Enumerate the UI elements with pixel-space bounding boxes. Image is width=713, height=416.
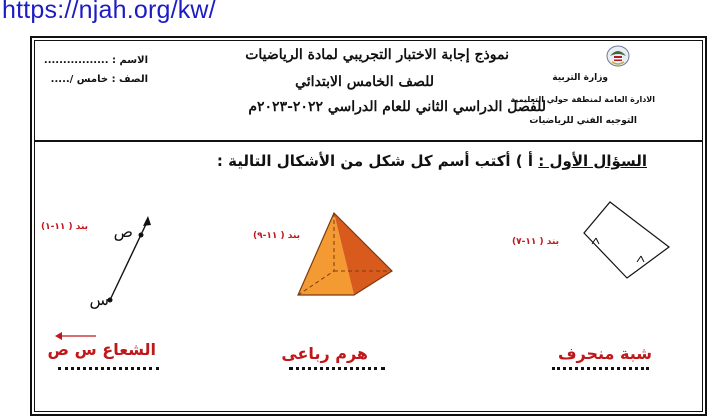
- answer-3: الشعاع س ص: [47, 340, 156, 359]
- shape-tag-1: بند ( ١١-٧): [511, 237, 559, 247]
- directorate-label: الادارة العامة لمنطقة حولي التعليمية: [510, 95, 655, 104]
- name-field: الاسم : .................: [43, 55, 148, 66]
- pyramid-shape: [290, 210, 400, 300]
- answer-1: شبة منحرف: [557, 344, 652, 363]
- answer-line-3: [58, 367, 159, 370]
- answer-line-1: [552, 367, 649, 370]
- kuwait-emblem-icon: [605, 44, 631, 68]
- header-divider: [34, 140, 703, 142]
- source-url[interactable]: https://njah.org/kw/: [2, 0, 216, 24]
- answer-line-2: [289, 367, 385, 370]
- question-label: السؤال الأول :: [538, 152, 647, 170]
- shape-tag-3: بند ( ١١-١): [40, 222, 88, 232]
- ministry-label: وزارة التربية: [552, 73, 608, 83]
- title-line-2: للصف الخامس الابتدائي: [295, 74, 434, 90]
- trapezoid-shape: [575, 196, 675, 286]
- class-field: الصف : خامس /.....: [50, 74, 148, 85]
- ray-point-start: س: [89, 290, 109, 309]
- answer-2: هرم رباعى: [281, 344, 368, 363]
- ray-point-end: ص: [113, 222, 133, 241]
- supervision-label: التوجيه الفني للرياضيات: [529, 116, 637, 126]
- question-text: أ ) أكتب أسم كل شكل من الأشكال التالية :: [216, 152, 533, 170]
- title-line-3: للفصل الدراسي الثاني للعام الدراسي ٢٠٢٢-٢٠٢٣م: [248, 99, 546, 115]
- shape-tag-2: بند ( ١١-٩): [252, 231, 300, 241]
- title-line-1: نموذج إجابة الاختبار التجريبي لمادة الرياضيات: [245, 47, 509, 63]
